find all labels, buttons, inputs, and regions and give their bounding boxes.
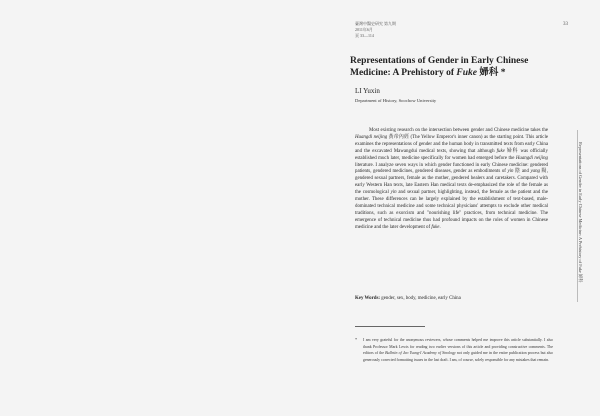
footnote-rule xyxy=(355,326,425,327)
abstract-text: 陰 and xyxy=(513,169,531,175)
article-title xyxy=(350,55,530,79)
masthead-line: 頁 33—114 xyxy=(355,33,374,38)
running-title-text: Representations of Gender in Early Chinese Medicine: A Prehistory of Fuke 婦科 xyxy=(578,142,583,283)
footnote-mark: * xyxy=(355,337,358,342)
abstract-italic: Huangdi neijing xyxy=(515,155,548,161)
footnote-text: I am very grateful for the anonymous reviewers, whose comments helped me improve this article substantially. I also thank Professor Mark Lewis for reading two earlier versions of this article and providing constructive comments. The editors of the xyxy=(363,338,553,356)
abstract-text: 婦科 was officially established much later, medicine specifically for women had emerged before the xyxy=(355,148,548,161)
running-title-sidebar xyxy=(578,142,589,292)
abstract-italic: yin xyxy=(507,169,514,175)
title-line-1: Representations of Gender in Early Chinese xyxy=(350,56,529,66)
abstract-text: 黃帝內經 (The Yellow Emperor's inner canon) as the starting point. This article examines the representations of gender and the human body in transmitted texts from early China and the excavated Mawangdui medical texts, showing that although xyxy=(355,134,548,154)
page-number: 33 xyxy=(563,22,568,27)
journal-masthead xyxy=(355,21,396,39)
footnote-text: not only guided me in the entire publication process but also generously corrected formatting issues in the last draft. I am, of course, solely responsible for any mistakes that remain. xyxy=(363,351,553,363)
keywords-text: gender, sex, body, medicine, early China xyxy=(380,296,461,301)
abstract xyxy=(355,128,548,232)
title-line-2-pre: Medicine: A Prehistory of xyxy=(350,68,457,78)
abstract-italic: fuke xyxy=(431,224,440,230)
abstract-text: Most existing research on the intersection between gender and Chinese medicine takes the xyxy=(369,128,548,133)
abstract-text: and sexual partner, highlighting, instead, the female as the patient and the mother. These differences can be largely explained by the establishment of text-based, male-dominated technical medicine and some technical physicians' attempts to exclude other medical traditions, such as exorcism and "nourishing life" practices, from technical medicine. The emergence of technical medicine thus had profound impacts on the roles of women in Chinese medicine and the later development of xyxy=(355,190,549,230)
abstract-italic: yin xyxy=(390,190,397,196)
author-name: LI Yuxin xyxy=(355,87,380,95)
footnote-italic: Bulletin of Jao Tsung-I Academy of Sinology xyxy=(385,351,456,356)
keywords-label: Key Words: xyxy=(355,296,381,301)
abstract-text: literature. I analyze seven ways in which gender functioned in early Chinese medicine: gendered patients, gendered medicines, gendered diseases, gender as embodiments of xyxy=(355,162,548,175)
masthead-line: 臺灣中醫史研究 第九期 xyxy=(355,21,396,26)
footnote xyxy=(363,337,553,364)
title-fuke-italic: Fuke xyxy=(456,68,478,78)
abstract-text: 陽, gendered sexual partners, female as the mother, gendered healers and caretakers. Compared with early Western Han texts, late Eastern Han medical texts de-emphasized the role of the female as the cosmological xyxy=(355,169,549,196)
title-line-2-post: 婦科 * xyxy=(477,68,506,78)
masthead-line: 2011年6月 xyxy=(355,27,373,32)
abstract-text: . xyxy=(439,224,441,230)
abstract-italic: Huangdi neijing xyxy=(355,134,388,140)
abstract-italic: fuke xyxy=(496,148,505,154)
author-affiliation: Department of History, Soochow University xyxy=(355,98,437,103)
abstract-italic: yang xyxy=(530,169,540,175)
keywords xyxy=(355,296,461,301)
